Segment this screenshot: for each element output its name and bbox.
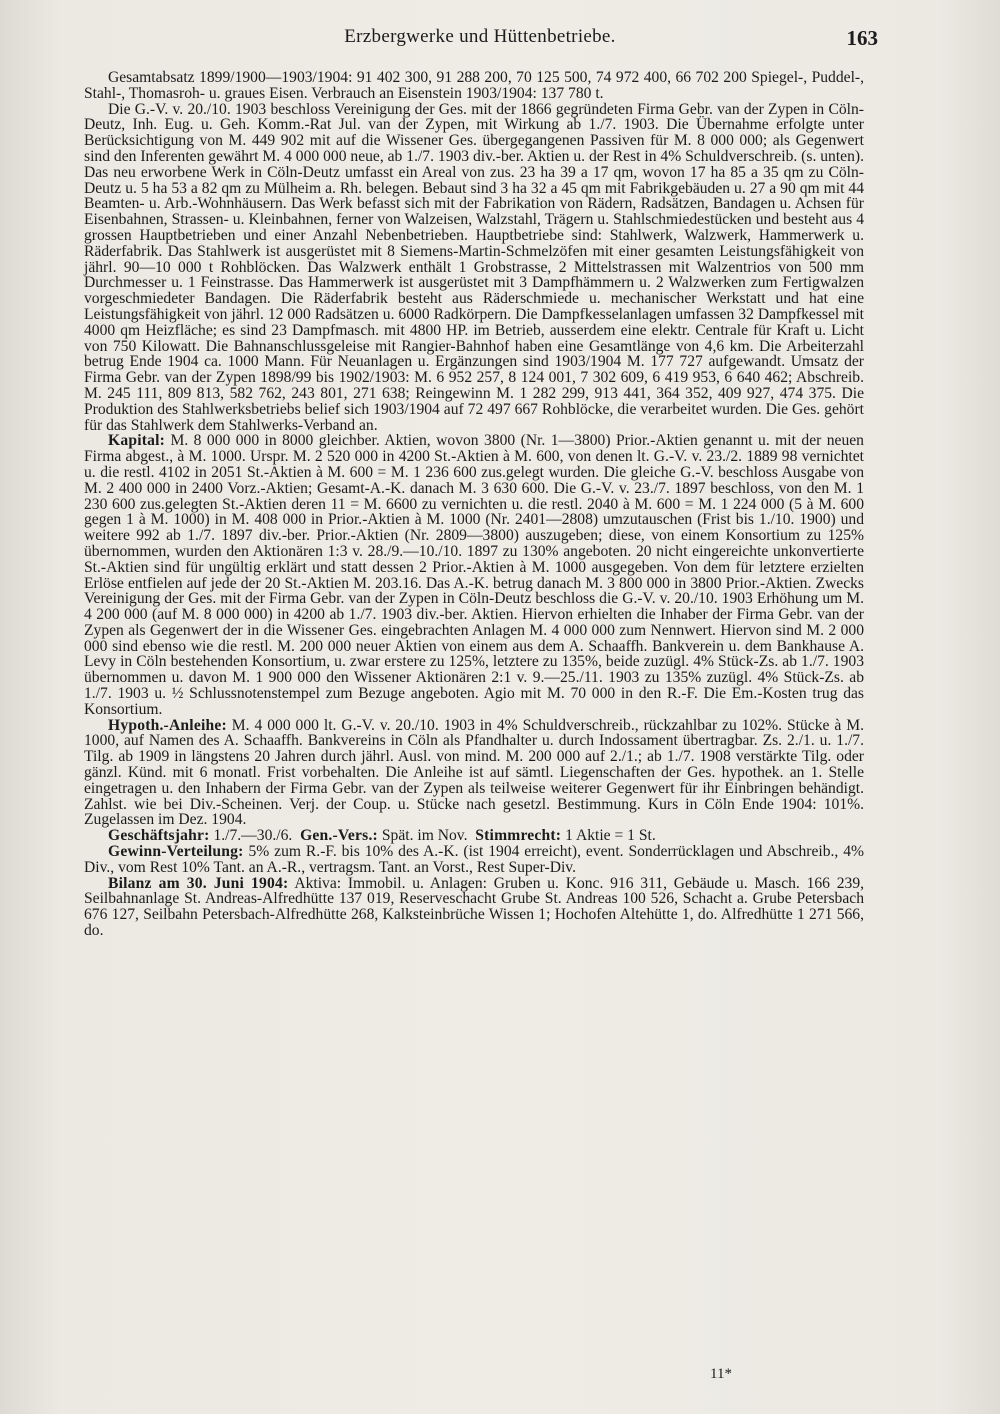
gv-label: Gen.-Vers.: bbox=[300, 827, 378, 845]
page-number: 163 bbox=[846, 26, 878, 50]
gewinn-label: Gewinn-Verteilung: bbox=[108, 843, 244, 861]
paragraph-absatz: Gesamtabsatz 1899/1900—1903/1904: 91 402 300, 91 288 200, 70 125 500, 74 972 400, 66 702 200 Spiegel-, Puddel-, Stahl-, Thomasroh- u. graues Eisen. Verbrauch an Eisenstein 1903/1904: 137 780 t. bbox=[84, 69, 864, 102]
paragraph-geschaeftsjahr bbox=[84, 828, 864, 844]
gewinn-text: 5% zum R.-F. bis 10% des A.-K. (ist 1904 erreicht), event. Sonderrücklagen und Abschreib., 4% Div., vom Rest 10% Tant. an A.-R., vertragsm. Tant. an Vorst., Rest Super-Div. bbox=[84, 843, 864, 876]
st-value: 1 Aktie = 1 St. bbox=[565, 827, 656, 845]
paragraph-vereinigung: Die G.-V. v. 20./10. 1903 beschloss Vereinigung der Ges. mit der 1866 gegründeten Firma Gebr. van der Zypen in Cöln-Deutz, Inh. Eug. u. Geh. Komm.-Rat Jul. van der Zypen, mit Wirkung ab 1./7. 1903. Die Übernahme erfolgte unter Berücksichtigung von M. 449 902 mit auf die Wissener Ges. übergegangenen Passiven für M. 8 000 000; als Gegenwert sind den Inferenten gewährt M. 4 000 000 neue, ab 1./7. 1903 div.-ber. Aktien u. der Rest in 4% Schuldverschreib. (s. unten). Das neu erworbene Werk in Cöln-Deutz umfasst ein Areal von zus. 23 ha 39 a 17 qm, wovon 17 ha 85 a 35 qm zu Cöln-Deutz u. 5 ha 53 a 82 qm zu Mülheim a. Rh. belegen. Bebaut sind 3 ha 32 a 45 qm mit Fabrikgebäuden u. 27 a 90 qm mit 44 Beamten- u. Arb.-Wohnhäusern. Das Werk befasst sich mit der Fabrikation von Rädern, Radsätzen, Bandagen u. Achsen für Eisenbahnen, Strassen- u. Kleinbahnen, ferner von Walzeisen, Walzstahl, Trägern u. Stahlschmiedestücken und besteht aus 4 grossen Hauptbetrieben und einer Anzahl Nebenbetrieben. Hauptbetriebe sind: Stahlwerk, Walzwerk, Hammerwerk u. Räderfabrik. Das Stahlwerk ist ausgerüstet mit 8 Siemens-Martin-Schmelzöfen mit einer gesamten Leistungsfähigkeit von jährl. 90—10 000 t Rohblöcken. Das Walzwerk enthält 1 Grobstrasse, 2 Mittelstrassen mit Walzentrios von 500 mm Durchmesser u. 1 Feinstrasse. Das Hammerwerk ist ausgerüstet mit 3 Dampfhämmern u. 2 Walzwerken zum Fertigwalzen vorgeschmiedeter Bandagen. Die Räderfabrik besteht aus Räderschmiede u. mechanischer Werkstatt und hat eine Leistungsfähigkeit von jährl. 12 000 Radsätzen u. 6000 Radkörpern. Die Dampfkesselanlagen umfassen 32 Dampfkessel mit 4000 qm Heizfläche; es sind 23 Dampfmasch. mit 4800 HP. im Betrieb, ausserdem eine elektr. Centrale für Kraft u. Licht von 750 Kilowatt. Die Bahnanschlussgeleise mit Rangier-Bahnhof haben eine Gesamtlänge von 4,6 km. Die Arbeiterzahl betrug Ende 1904 ca. 1000 Mann. Für Neuanlagen u. Ergänzungen sind 1903/1904 M. 177 727 aufgewandt. Umsatz der Firma Gebr. van der Zypen 1898/99 bis 1902/1903: M. 6 952 257, 8 124 001, 7 302 609, 6 419 953, 6 640 462; Abschreib. M. 245 111, 809 813, 582 762, 243 801, 271 638; Reingewinn M. 1 282 299, 913 441, 364 352, 409 927, 474 375. Die Produktion des Stahlwerksbetriebs belief sich 1903/1904 auf 72 497 667 Rohblöcke, die verarbeitet wurden. Die Ges. gehört für das Stahlwerk dem Stahlwerks-Verband an. bbox=[84, 100, 864, 434]
bilanz-text: Aktiva: Immobil. u. Anlagen: Gruben u. Konc. 916 311, Gebäude u. Masch. 166 239, Seilbahnanlage St. Andreas-Alfredhütte 137 019, Reserveschacht Grube St. Andreas 100 526, Schacht a. Grube Petersbach 676 127, Seilbahn Petersbach-Alfredhütte 268, Kalksteinbrüche Wissen 1; Hochofen Altehütte 1, do. Alfredhütte 1 271 566, do. bbox=[84, 874, 865, 940]
running-head: Erzbergwerke und Hüttenbetriebe. bbox=[344, 26, 616, 47]
gv-value: Spät. im Nov. bbox=[381, 827, 468, 845]
kapital-label: Kapital: bbox=[108, 432, 166, 450]
signature-mark: 11* bbox=[710, 1366, 732, 1382]
st-label: Stimmrecht: bbox=[475, 827, 562, 845]
paragraph-gewinn bbox=[84, 844, 864, 876]
hypoth-text: M. 4 000 000 lt. G.-V. v. 20./10. 1903 in 4% Schuldverschreib., rückzahlbar zu 102%. Stücke à M. 1000, auf Namen des A. Schaaffh. Bankvereins in Cöln als Pfandhalter u. durch Indossament übertragbar. Zs. 2./1. u. 1./7. Tilg. ab 1909 in längstens 20 Jahren durch jährl. Ausl. von mind. M. 200 000 auf 2./1.; ab 1./7. 1908 verstärkte Tilg. oder gänzl. Künd. mit 6 monatl. Frist vorbehalten. Die Anleihe ist auf sämtl. Liegenschaften der Ges. hypothek. an 1. Stelle eingetragen u. den Inhabern der Firma Gebr. van der Zypen als teilweise weiterer Gegenwert für ihr Einbringen behändigt. Zahlst. wie bei Div.-Scheinen. Verj. der Coup. u. Stücke nach gesetzl. Bestimmung. Kurs in Cöln Ende 1904: 101%. Zugelassen im Dez. 1904. bbox=[84, 716, 864, 829]
paragraph-hypoth bbox=[84, 718, 864, 829]
page-header bbox=[90, 26, 878, 52]
bilanz-label: Bilanz am 30. Juni 1904: bbox=[108, 874, 289, 892]
gj-value: 1./7.—30./6. bbox=[213, 827, 293, 845]
hypoth-label: Hypoth.-Anleihe: bbox=[108, 716, 227, 734]
paragraph-kapital bbox=[84, 433, 864, 717]
paragraph-bilanz bbox=[84, 876, 864, 939]
gj-label: Geschäftsjahr: bbox=[108, 827, 210, 845]
page-body bbox=[84, 70, 864, 939]
kapital-text: M. 8 000 000 in 8000 gleichber. Aktien, wovon 3800 (Nr. 1—3800) Prior.-Aktien genannt u. mit der neuen Firma abgest., à M. 1000. Urspr. M. 2 520 000 in 4200 St.-Aktien à M. 600, von denen lt. G.-V. v. 23./2. 1889 98 vernichtet u. die restl. 4102 in 2051 St.-Aktien à M. 600 = M. 1 236 600 zus.gelegt wurden. Die gleiche G.-V. beschloss Ausgabe von M. 2 400 000 in 2400 Vorz.-Aktien; Gesamt-A.-K. danach M. 3 630 600. Die G.-V. v. 23./7. 1897 beschloss, von den M. 1 230 600 zus.gelegten St.-Aktien deren 11 = M. 6600 zu vernichten u. die restl. 2040 à M. 600 = M. 1 224 000 (5 à M. 600 gegen 1 à M. 1000) in M. 408 000 in Prior.-Aktien à M. 1000 (Nr. 2401—2808) umzutauschen (Frist bis 1./10. 1900) und weitere 992 ab 1./7. 1897 div.-ber. Prior.-Aktien (Nr. 2809—3800) auszugeben; diese, von einem Konsortium zu 125% übernommen, wurden den Aktionären 1:3 v. 28./9.—10./10. 1897 zu 130% angeboten. 20 nicht eingereichte unkonvertierte St.-Aktien sind für ungültig erklärt und statt dessen 2 Prior.-Aktien à M. 1000 ausgegeben. Von dem für letztere erzielten Erlöse entfielen auf jede der 20 St.-Aktien M. 203.16. Das A.-K. betrug danach M. 3 800 000 in 3800 Prior.-Aktien. Zwecks Vereinigung der Ges. mit der Firma Gebr. van der Zypen in Cöln-Deutz beschloss die G.-V. v. 20./10. 1903 Erhöhung um M. 4 200 000 (auf M. 8 000 000) in 4200 ab 1./7. 1903 div.-ber. Aktien. Hiervon erhielten die Inhaber der Firma Gebr. van der Zypen als Gegenwert der in die Wissener Ges. eingebrachten Anlagen M. 4 000 000 zum Nennwert. Hiervon sind M. 2 000 000 sind ebenso wie die restl. M. 200 000 neuer Aktien von einem aus dem A. Schaaffh. Bankverein u. dem Bankhause A. Levy in Cöln bestehenden Konsortium, u. zwar erstere zu 125%, letztere zu 135%, beide zuzügl. 4% Stück-Zs. ab 1./7. 1903 übernommen u. davon M. 1 900 000 den Wissener Aktionären 2:1 v. 9.—25./11. 1903 zu 135% zuzügl. 4% Stück-Zs. ab 1./7. 1903 u. ½ Schlussnotenstempel zum Bezuge angeboten. Agio mit M. 70 000 in den R.-F. Die Em.-Kosten trug das Konsortium. bbox=[84, 432, 864, 718]
